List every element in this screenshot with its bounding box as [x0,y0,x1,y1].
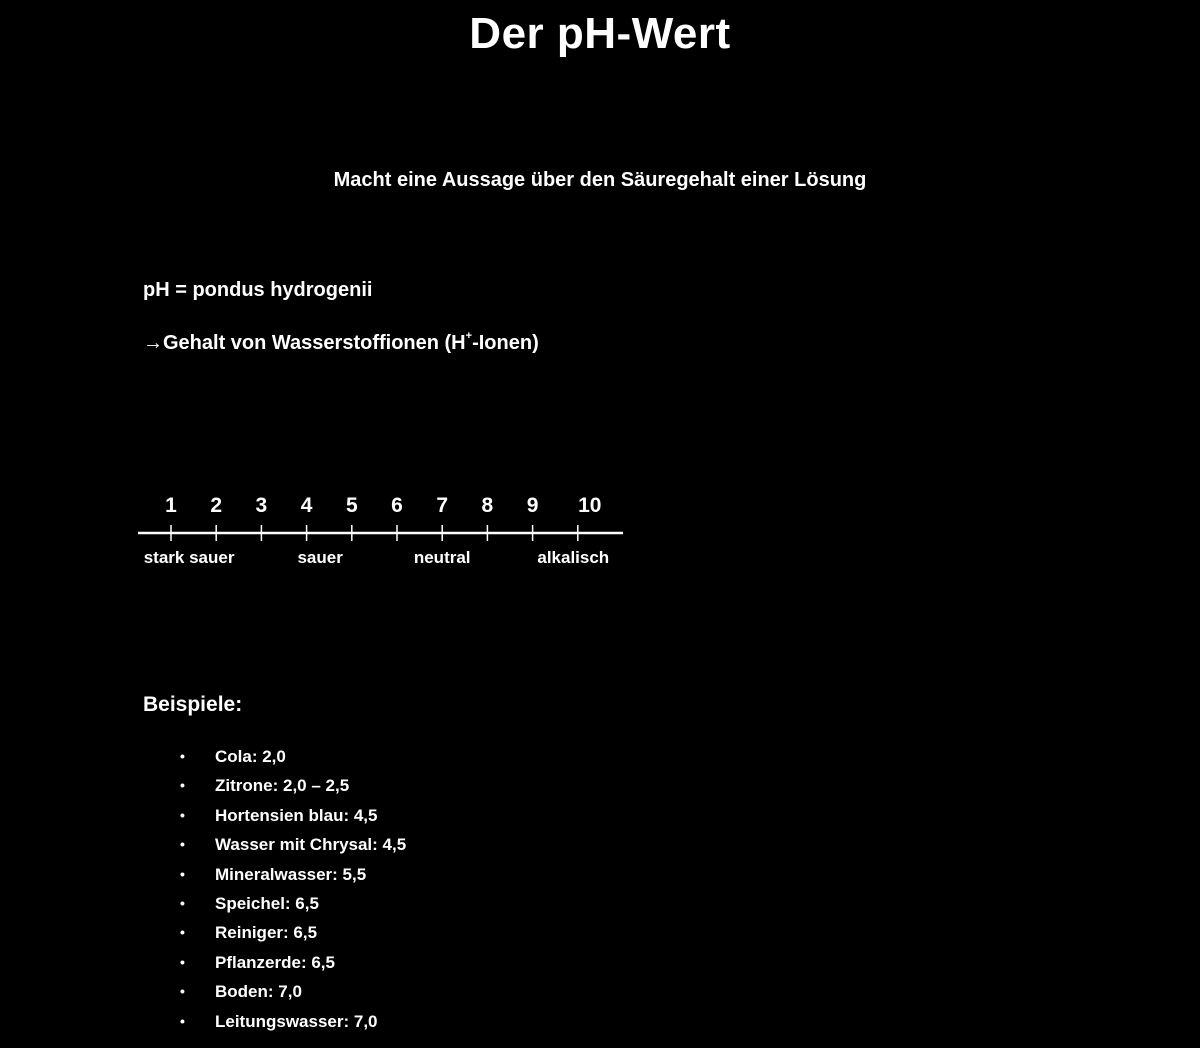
scale-number: 1 [165,494,177,517]
example-text: Reiniger: 6,5 [215,923,318,943]
meaning-text-before: Gehalt von Wasserstoffionen (H [163,332,466,354]
example-text: Hortensien blau: 4,5 [215,805,378,825]
scale-region-label: neutral [413,548,471,567]
example-text: Zitrone: 2,0 – 2,5 [215,776,350,796]
slide-title: Der pH-Wert [469,9,731,58]
meaning-superscript: + [465,330,473,343]
bullet-icon: • [180,983,185,1000]
example-text: Cola: 2,0 [215,747,286,766]
scale-number: 3 [255,494,268,517]
bullet-icon: • [180,748,185,764]
scale-region-label: stark sauer [143,548,235,567]
example-text: Leitungswasser: 7,0 [215,1011,378,1031]
scale-region-label: alkalisch [537,548,610,567]
example-text: Mineralwasser: 5,5 [215,864,367,884]
scale-number: 4 [300,494,313,517]
scale-number: 10 [578,494,602,517]
ph-scale [130,488,630,578]
ph-meaning [143,330,539,356]
slide-subtitle: Macht eine Aussage über den Säuregehalt einer Lösung [333,169,867,191]
bullet-icon: • [180,865,185,882]
example-text: Wasser mit Chrysal: 4,5 [215,835,407,855]
examples-heading: Beispiele: [143,693,243,716]
example-text: Pflanzerde: 6,5 [215,952,335,972]
bullet-icon: • [180,806,185,823]
example-text: Speichel: 6,5 [215,893,319,913]
scale-number: 9 [526,494,539,517]
bullet-icon: • [180,953,185,970]
bullet-icon: • [180,836,185,853]
meaning-text-after: -Ionen) [472,332,539,354]
example-text: Boden: 7,0 [215,982,302,1002]
scale-region-label: sauer [297,548,343,567]
bullet-icon: • [180,924,185,941]
ph-scale-graphic [130,488,630,578]
bullet-icon: • [180,894,185,911]
arrow-icon: → [143,332,163,354]
scale-number: 6 [391,494,403,517]
scale-number: 2 [210,494,223,517]
scale-number: 5 [345,494,358,517]
bullet-icon: • [180,777,185,794]
scale-number: 7 [436,494,449,517]
ph-definition: pH = pondus hydrogenii [143,279,373,301]
scale-number: 8 [481,494,494,517]
bullet-icon: • [180,1012,185,1029]
